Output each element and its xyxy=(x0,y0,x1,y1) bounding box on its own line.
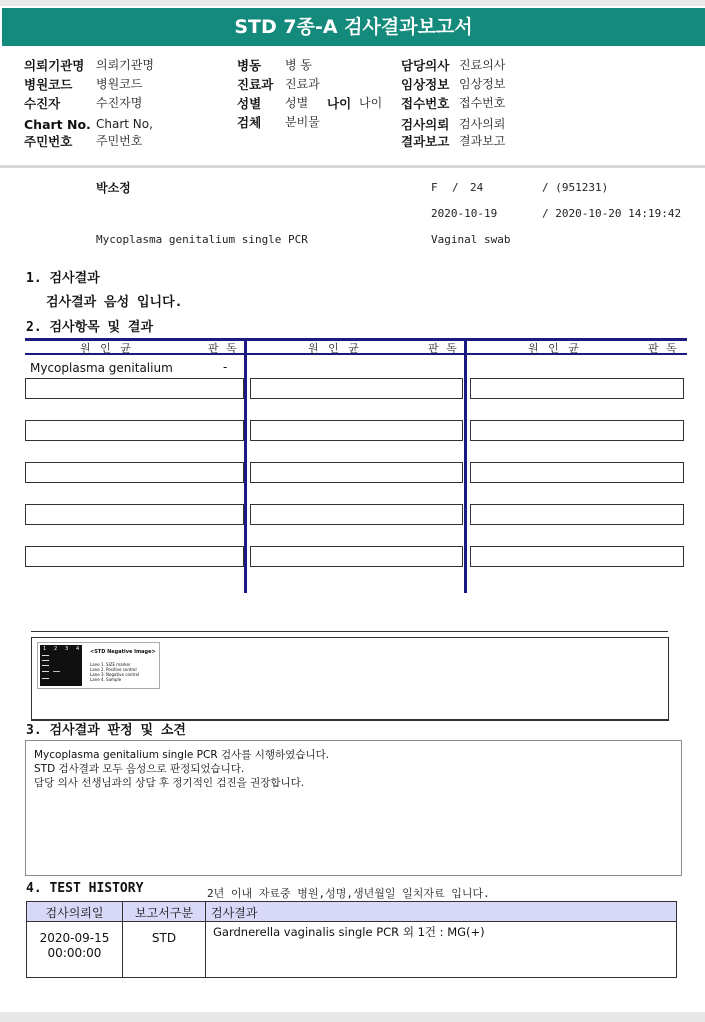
gel-legend-1: Lane 1. SIZE marker xyxy=(90,662,131,667)
section1-title: 1. 검사결과 xyxy=(26,271,100,286)
gel-photo xyxy=(40,645,82,686)
history-date-line2: 00:00:00 xyxy=(47,946,102,960)
lane-label-2: 2 xyxy=(54,646,58,652)
grid-col-divider-1 xyxy=(244,338,247,593)
label-report: 결과보고 xyxy=(401,134,450,149)
result-box xyxy=(25,504,244,525)
section2-title: 2. 검사항목 및 결과 xyxy=(26,320,154,335)
result-box xyxy=(250,546,463,567)
history-header-result: 검사결과 xyxy=(211,906,258,920)
patient-sex: F xyxy=(431,181,438,194)
opinion-line-3: 담당 의사 선생님과의 상담 후 정기적인 검진을 권장합니다. xyxy=(34,777,305,789)
label-age: 나이 xyxy=(327,96,352,111)
value-sex: 성별 xyxy=(285,96,309,110)
label-clinical-info: 임상정보 xyxy=(401,77,450,92)
opinion-line-2: STD 검사결과 모두 음성으로 판정되었습니다. xyxy=(34,763,245,775)
result-box xyxy=(470,462,684,483)
first-item-name: Mycoplasma genitalium xyxy=(30,361,173,375)
marker-band xyxy=(42,660,49,661)
result-box xyxy=(25,546,244,567)
marker-band xyxy=(42,655,49,656)
positive-band xyxy=(53,671,60,672)
patient-birth: / (951231) xyxy=(542,181,609,194)
report-title: STD 7종-A 검사결과보고서 xyxy=(2,8,705,46)
date-request: 2020-10-19 xyxy=(431,207,498,220)
lane-label-3: 3 xyxy=(65,646,69,652)
section3-title: 3. 검사결과 판정 및 소견 xyxy=(26,723,186,738)
gel-image-panel xyxy=(37,642,160,689)
test-name: Mycoplasma genitalium single PCR xyxy=(96,233,308,246)
value-receipt-no: 접수번호 xyxy=(459,96,506,110)
result-box xyxy=(470,420,684,441)
history-date-line1: 2020-09-15 xyxy=(39,931,110,945)
gel-legend-2: Lane 2. Positive control xyxy=(90,667,137,672)
history-header-date: 검사의뢰일 xyxy=(45,906,104,920)
col1-judgement-header: 판 독 xyxy=(208,342,237,355)
value-age: 나이 xyxy=(359,96,383,110)
history-header-type: 보고서구분 xyxy=(135,906,193,920)
value-resident-no: 주민번호 xyxy=(96,134,143,148)
result-box xyxy=(470,378,684,399)
value-clinical-info: 임상정보 xyxy=(459,77,506,91)
history-type: STD xyxy=(151,931,177,945)
col3-judgement-header: 판 독 xyxy=(648,342,677,355)
result-box xyxy=(25,420,244,441)
date-report: / 2020-10-20 14:19:42 xyxy=(542,207,682,220)
value-report: 결과보고 xyxy=(459,134,506,148)
result-box xyxy=(25,378,244,399)
result-box xyxy=(470,504,684,525)
label-receipt-no: 접수번호 xyxy=(401,96,450,111)
lane-label-4: 4 xyxy=(76,646,80,652)
specimen-name: Vaginal swab xyxy=(431,233,511,246)
value-specimen: 분비물 xyxy=(285,115,320,129)
value-request: 검사의뢰 xyxy=(459,117,506,131)
grid-col-divider-2 xyxy=(464,338,467,593)
section1-text: 검사결과 음성 입니다. xyxy=(46,295,183,310)
label-hospital-code: 병원코드 xyxy=(24,77,73,92)
patient-name: 박소정 xyxy=(96,181,131,195)
section4-note: 2년 이내 자료중 병원,성명,생년월일 일치자료 입니다. xyxy=(207,887,490,900)
value-doctor: 진료의사 xyxy=(459,58,506,72)
gel-legend-4: Lane 4. Sample xyxy=(90,677,122,682)
label-sex: 성별 xyxy=(237,96,262,111)
label-ward: 병동 xyxy=(237,58,262,73)
col2-pathogen-header: 원 인 균 xyxy=(308,342,359,355)
gel-legend-3: Lane 3. Negative control xyxy=(90,672,140,677)
value-chart-no: Chart No, xyxy=(96,117,153,131)
top-strip xyxy=(0,0,705,6)
label-resident-no: 주민번호 xyxy=(24,134,73,149)
col1-pathogen-header: 원 인 균 xyxy=(80,342,131,355)
result-box xyxy=(250,420,463,441)
opinion-line-1: Mycoplasma genitalium single PCR 검사를 시행하였습니다. xyxy=(34,749,330,761)
value-hospital-code: 병원코드 xyxy=(96,77,143,91)
result-box xyxy=(250,462,463,483)
result-box xyxy=(470,546,684,567)
history-table xyxy=(26,901,677,978)
section4-title: 4. TEST HISTORY xyxy=(26,881,144,896)
marker-band xyxy=(42,671,49,672)
label-specimen: 검체 xyxy=(237,115,262,130)
label-institution: 의뢰기관명 xyxy=(24,58,85,73)
marker-band xyxy=(42,665,49,666)
lane-label-1: 1 xyxy=(43,646,47,652)
history-col-divider-2 xyxy=(205,902,206,977)
col2-judgement-header: 판 독 xyxy=(428,342,457,355)
first-item-result: - xyxy=(223,360,228,374)
opinion-box xyxy=(25,740,682,876)
image-divider xyxy=(31,631,668,632)
patient-sep: / xyxy=(452,181,459,194)
label-request: 검사의뢰 xyxy=(401,117,450,132)
marker-band xyxy=(42,678,49,679)
value-department: 진료과 xyxy=(285,77,320,91)
header-divider xyxy=(0,165,705,168)
value-institution: 의뢰기관명 xyxy=(96,58,154,72)
bottom-strip xyxy=(0,1012,705,1022)
label-department: 진료과 xyxy=(237,77,274,92)
patient-age: 24 xyxy=(470,181,484,194)
gel-title: <STD Negative Image> xyxy=(90,649,156,655)
result-box xyxy=(250,378,463,399)
value-ward: 병 동 xyxy=(285,58,312,72)
result-box xyxy=(25,462,244,483)
history-result: Gardnerella vaginalis single PCR 외 1건 : MG(+) xyxy=(213,925,485,939)
label-chart-no: Chart No. xyxy=(24,117,91,132)
label-patient: 수진자 xyxy=(24,96,61,111)
label-doctor: 담당의사 xyxy=(401,58,450,73)
result-box xyxy=(250,504,463,525)
value-patient: 수진자명 xyxy=(96,96,143,110)
col3-pathogen-header: 원 인 균 xyxy=(528,342,579,355)
